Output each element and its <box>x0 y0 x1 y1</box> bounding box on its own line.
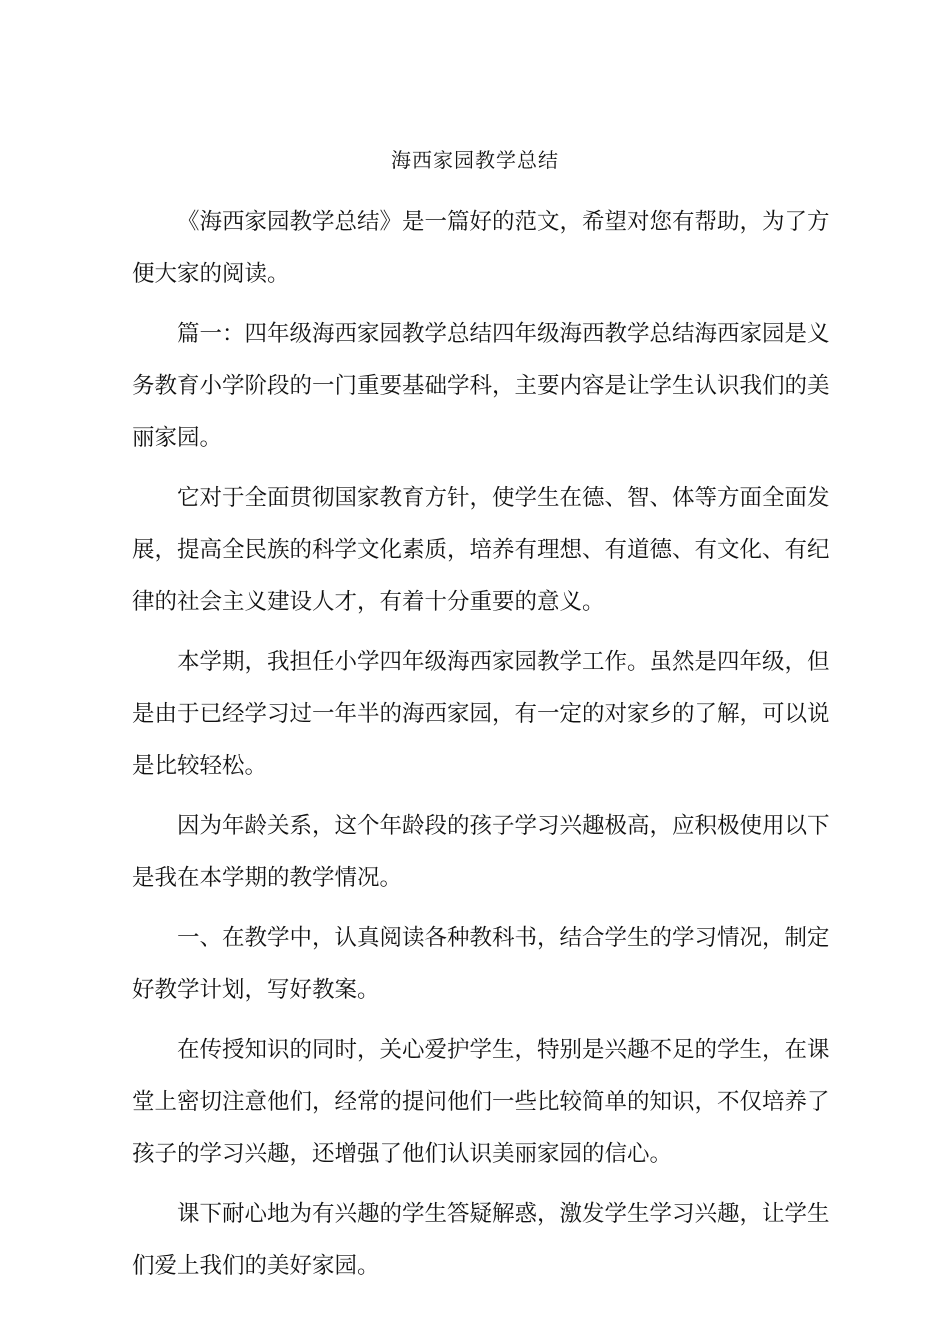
paragraph-line: 孩子的学习兴趣，还增强了他们认识美丽家园的信心。 <box>132 1141 673 1167</box>
paragraph-line: 便大家的阅读。 <box>132 261 290 287</box>
document-title: 海西家园教学总结 <box>391 148 559 172</box>
paragraph-intro <box>132 196 830 300</box>
paragraph-line: 它对于全面贯彻国家教育方针，使学生在德、智、体等方面全面发 <box>177 485 830 511</box>
paragraph-line: 展，提高全民族的科学文化素质，培养有理想、有道德、有文化、有纪 <box>132 537 830 563</box>
paragraph-line: 丽家园。 <box>132 425 223 451</box>
paragraph-line: 律的社会主义建设人才，有着十分重要的意义。 <box>132 589 605 615</box>
paragraph-line: 是由于已经学习过一年半的海西家园，有一定的对家乡的了解，可以说 <box>132 701 830 727</box>
paragraph-line: 篇一：四年级海西家园教学总结四年级海西教学总结海西家园是义 <box>177 321 830 347</box>
paragraph-line: 本学期，我担任小学四年级海西家园教学工作。虽然是四年级，但 <box>177 649 830 675</box>
paragraph-line: 是我在本学期的教学情况。 <box>132 865 403 891</box>
paragraph-chapter-one <box>132 308 830 464</box>
document-body <box>132 196 830 1300</box>
paragraph-line: 《海西家园教学总结》是一篇好的范文，希望对您有帮助，为了方 <box>177 209 830 235</box>
paragraph-line: 务教育小学阶段的一门重要基础学科，主要内容是让学生认识我们的美 <box>132 373 830 399</box>
paragraph-significance <box>132 472 830 628</box>
paragraph-line: 是比较轻松。 <box>132 753 268 779</box>
paragraph-line: 好教学计划，写好教案。 <box>132 977 380 1003</box>
paragraph-point-one <box>132 912 830 1016</box>
paragraph-age <box>132 800 830 904</box>
paragraph-line: 一、在教学中，认真阅读各种教科书，结合学生的学习情况，制定 <box>177 925 830 951</box>
paragraph-care <box>132 1024 830 1180</box>
paragraph-line: 课下耐心地为有兴趣的学生答疑解惑，激发学生学习兴趣，让学生 <box>177 1201 830 1227</box>
paragraph-line: 因为年龄关系，这个年龄段的孩子学习兴趣极高，应积极使用以下 <box>177 813 830 839</box>
paragraph-line: 堂上密切注意他们，经常的提问他们一些比较简单的知识，不仅培养了 <box>132 1089 830 1115</box>
paragraph-line: 们爱上我们的美好家园。 <box>132 1253 380 1279</box>
paragraph-line: 在传授知识的同时，关心爱护学生，特别是兴趣不足的学生，在课 <box>177 1037 830 1063</box>
paragraph-after-class <box>132 1188 830 1292</box>
paragraph-this-term <box>132 636 830 792</box>
